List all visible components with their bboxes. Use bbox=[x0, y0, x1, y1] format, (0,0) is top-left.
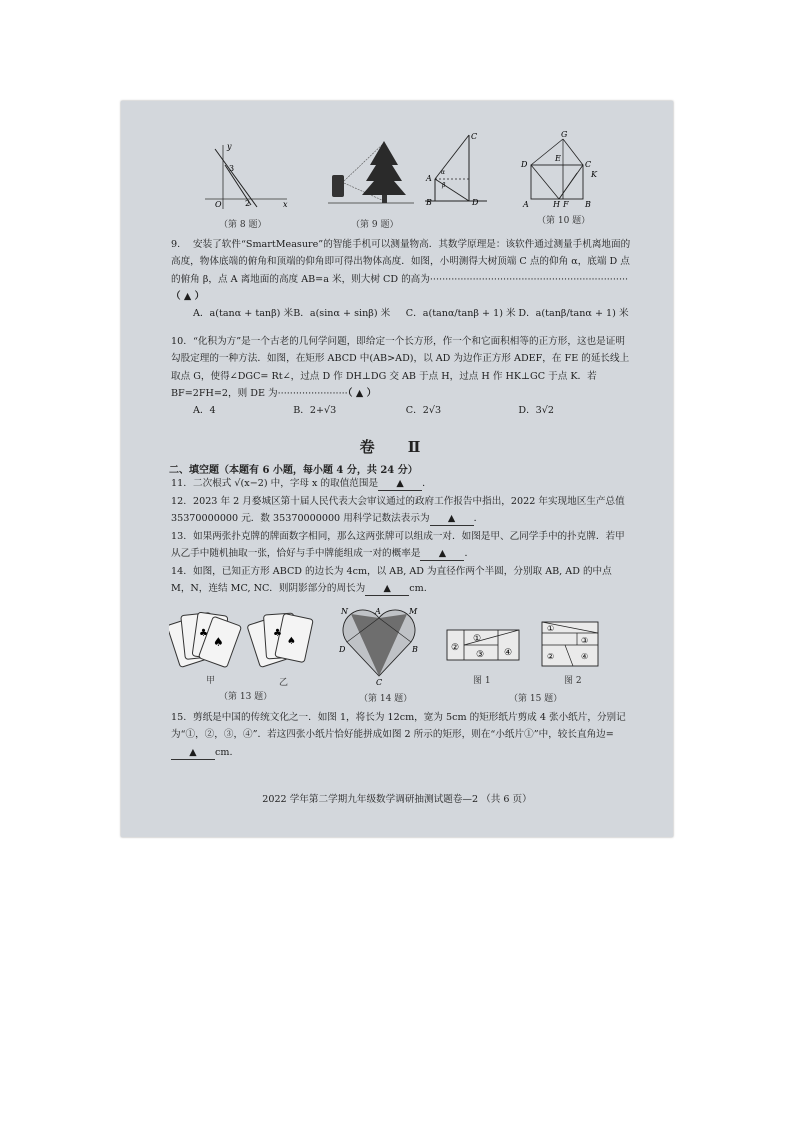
question-11-blank[interactable]: ▲ bbox=[378, 478, 422, 491]
question-10 bbox=[171, 333, 631, 419]
fig14-label-n: N bbox=[341, 607, 348, 616]
fig9-label-alpha: α bbox=[441, 169, 446, 176]
fig8-label-2: 2 bbox=[245, 199, 251, 208]
question-15 bbox=[171, 709, 631, 761]
question-12-tail: ． bbox=[473, 513, 484, 525]
tree-icon bbox=[362, 141, 406, 195]
fig9-label-c: C bbox=[471, 132, 478, 141]
question-13-tail: ． bbox=[464, 548, 475, 560]
question-14-text: 如图，已知正方形 ABCD 的边长为 4cm，以 AB, AD 为直径作两个半圆，分别取 AB, AD 的中点 M，N，连结 MC, NC．则阴影部分的周长为 bbox=[171, 566, 612, 595]
caption-15: （第 15 题） bbox=[509, 694, 563, 704]
tu2-piece-4: ④ bbox=[581, 652, 589, 661]
question-10-answer-mark: （ ▲ ） bbox=[347, 387, 377, 399]
page-footer: 2022 学年第二学期九年级数学调研抽测试题卷—2 （共 6 页） bbox=[262, 794, 532, 805]
fig9-label-d: D bbox=[472, 198, 479, 207]
fig14-label-a: A bbox=[375, 607, 381, 616]
phone-icon bbox=[332, 175, 344, 197]
fig14-label-m: M bbox=[409, 607, 418, 616]
question-10-text: “化积为方”是一个古老的几何学问题，即给定一个长方形，作一个和它面积相等的正方形，这也是证明勾股定理的一种方法．如图，在矩形 ABCD 中(AB>AD)，以 AD 为边作正方形 ADEF，在 FE 的延长线上取点 G，使得∠DGC= Rt∠，过点 D 作 DH⊥DG 交 AB 于点 H，过点 H 作 HK⊥GC 于点 K．若 BF=2FH=2，则 DE 为······················· bbox=[171, 336, 630, 399]
question-13-text: 如果两张扑克牌的牌面数字相同，那么这两张牌可以组成一对．如图是甲、乙同学手中的扑克牌．若甲从乙手中随机抽取一张，恰好与手中牌能组成一对的概率是 bbox=[171, 531, 625, 560]
club-icon: ♣ bbox=[273, 628, 282, 639]
tu2-piece-1: ① bbox=[547, 624, 555, 633]
question-13-blank[interactable]: ▲ bbox=[420, 548, 464, 561]
q10-option-a: A．4 bbox=[193, 405, 216, 417]
question-12-number: 12. bbox=[171, 496, 187, 507]
caption-13: （第 13 题） bbox=[219, 692, 273, 702]
label-yi: 乙 bbox=[279, 678, 289, 688]
question-15-text: 剪纸是中国的传统文化之一．如图 1，将长为 12cm，宽为 5cm 的矩形纸片剪成 4 张小纸片，分别记为“①，②，③，④”．若这四张小纸片恰好能拼成如图 2 所示的矩形，则在“小纸片①”中，较长直角边= bbox=[171, 712, 626, 741]
q9-option-b: B．a(sinα + sinβ) 米 bbox=[293, 308, 391, 320]
question-9-options bbox=[171, 305, 631, 322]
figure-15-tu1 bbox=[446, 629, 521, 663]
question-11-text: 二次根式 √(x−2) 中，字母 x 的取值范围是 bbox=[193, 478, 379, 489]
q9-option-d: D．a(tanβ/tanα + 1) 米 bbox=[518, 308, 629, 320]
fig14-label-b: B bbox=[412, 645, 418, 654]
q9-option-c: C．a(tanα/tanβ + 1) 米 bbox=[405, 308, 516, 320]
figure-15-tu2 bbox=[541, 621, 601, 669]
section-2-heading: 二、填空题（本题有 6 小题，每小题 4 分，共 24 分） bbox=[169, 465, 418, 476]
club-icon: ♣ bbox=[199, 628, 208, 639]
exam-page bbox=[121, 101, 673, 837]
fig10-label-d: D bbox=[521, 160, 528, 169]
question-9-number: 9. bbox=[171, 239, 181, 250]
figure-14-heart bbox=[339, 604, 419, 686]
fig10-label-g: G bbox=[561, 130, 568, 139]
tu1-piece-1: ① bbox=[473, 634, 482, 644]
figure-8 bbox=[201, 141, 291, 211]
label-jia: 甲 bbox=[206, 676, 216, 686]
question-14 bbox=[171, 563, 631, 598]
tu1-piece-4: ④ bbox=[504, 648, 513, 658]
fig10-label-b: B bbox=[585, 200, 591, 209]
fig9-label-beta: β bbox=[442, 182, 446, 189]
fig8-label-y: y bbox=[227, 142, 232, 151]
fig10-label-e: E bbox=[555, 154, 561, 163]
q10-option-c: C．2√3 bbox=[405, 405, 442, 417]
figure-9 bbox=[326, 137, 416, 209]
fig10-label-a: A bbox=[523, 200, 529, 209]
fig14-label-d: D bbox=[339, 645, 346, 654]
question-11-number: 11. bbox=[171, 478, 187, 489]
figure-10 bbox=[519, 129, 609, 211]
fig10-label-k: K bbox=[591, 170, 597, 179]
fig8-label-3: 3 bbox=[229, 164, 235, 173]
question-12 bbox=[171, 493, 631, 528]
cards-jia bbox=[169, 612, 242, 668]
question-9-answer-mark: （ ▲ ） bbox=[171, 290, 205, 302]
question-9 bbox=[171, 236, 631, 322]
question-12-text: 2023 年 2 月婺城区第十届人民代表大会审议通过的政府工作报告中指出，2022 年实现地区生产总值 35370000000 元．数 35370000000 用科学记数法表示为 bbox=[171, 496, 625, 525]
q10-option-d: D．3√2 bbox=[518, 405, 554, 417]
caption-9: （第 9 题） bbox=[351, 220, 399, 230]
spade-icon: ♠ bbox=[287, 636, 296, 647]
q9-option-a: A．a(tanα + tanβ) 米 bbox=[193, 308, 294, 320]
fig10-label-h: H bbox=[553, 200, 560, 209]
label-tu1: 图 1 bbox=[473, 676, 491, 686]
tu2-piece-3: ③ bbox=[581, 636, 589, 645]
figure-9-diagram bbox=[421, 129, 491, 209]
question-9-text: 安装了软件“SmartMeasure”的智能手机可以测量物高．其数学原理是：该软件通过测量手机离地面的高度，物体底端的俯角和顶端的仰角即可得出物体高度．如图，小明测得大树顶端 C 点的仰角 α，底端 D 点的俯角 β，点 A 离地面的高度 AB=a 米，则大树 CD 的高为································································· bbox=[171, 239, 631, 285]
question-10-number: 10. bbox=[171, 336, 187, 347]
spade-icon: ♠ bbox=[213, 635, 224, 649]
tu1-piece-2: ② bbox=[451, 643, 460, 653]
question-14-number: 14. bbox=[171, 566, 187, 577]
fig9-label-a: A bbox=[426, 174, 432, 183]
caption-8: （第 8 题） bbox=[219, 220, 267, 230]
question-15-tail: cm. bbox=[215, 746, 233, 758]
question-14-blank[interactable]: ▲ bbox=[365, 583, 409, 596]
cards-yi bbox=[247, 613, 313, 668]
label-tu2: 图 2 bbox=[564, 676, 582, 686]
caption-10: （第 10 题） bbox=[537, 216, 591, 226]
volume-title: 卷 Ⅱ bbox=[359, 438, 435, 456]
figure-13-cards bbox=[169, 606, 329, 681]
question-13-number: 13. bbox=[171, 531, 187, 542]
caption-14: （第 14 题） bbox=[359, 694, 413, 704]
q10-option-b: B．2+√3 bbox=[293, 405, 337, 417]
question-14-tail: cm. bbox=[409, 583, 427, 595]
question-15-number: 15. bbox=[171, 712, 187, 723]
fig10-label-f: F bbox=[563, 200, 569, 209]
question-13 bbox=[171, 528, 631, 563]
fig9-label-b: B bbox=[426, 198, 432, 207]
tu2-piece-2: ② bbox=[547, 652, 555, 661]
fig8-label-o: O bbox=[215, 200, 222, 209]
tu1-piece-3: ③ bbox=[476, 650, 485, 660]
question-11 bbox=[171, 475, 631, 492]
question-15-blank[interactable]: ▲ bbox=[171, 747, 215, 760]
fig14-label-c: C bbox=[376, 678, 383, 686]
question-10-options bbox=[171, 402, 631, 419]
question-11-tail: ． bbox=[422, 478, 432, 489]
fig10-label-c: C bbox=[585, 160, 592, 169]
fig8-label-x: x bbox=[283, 200, 288, 209]
question-12-blank[interactable]: ▲ bbox=[430, 513, 474, 526]
